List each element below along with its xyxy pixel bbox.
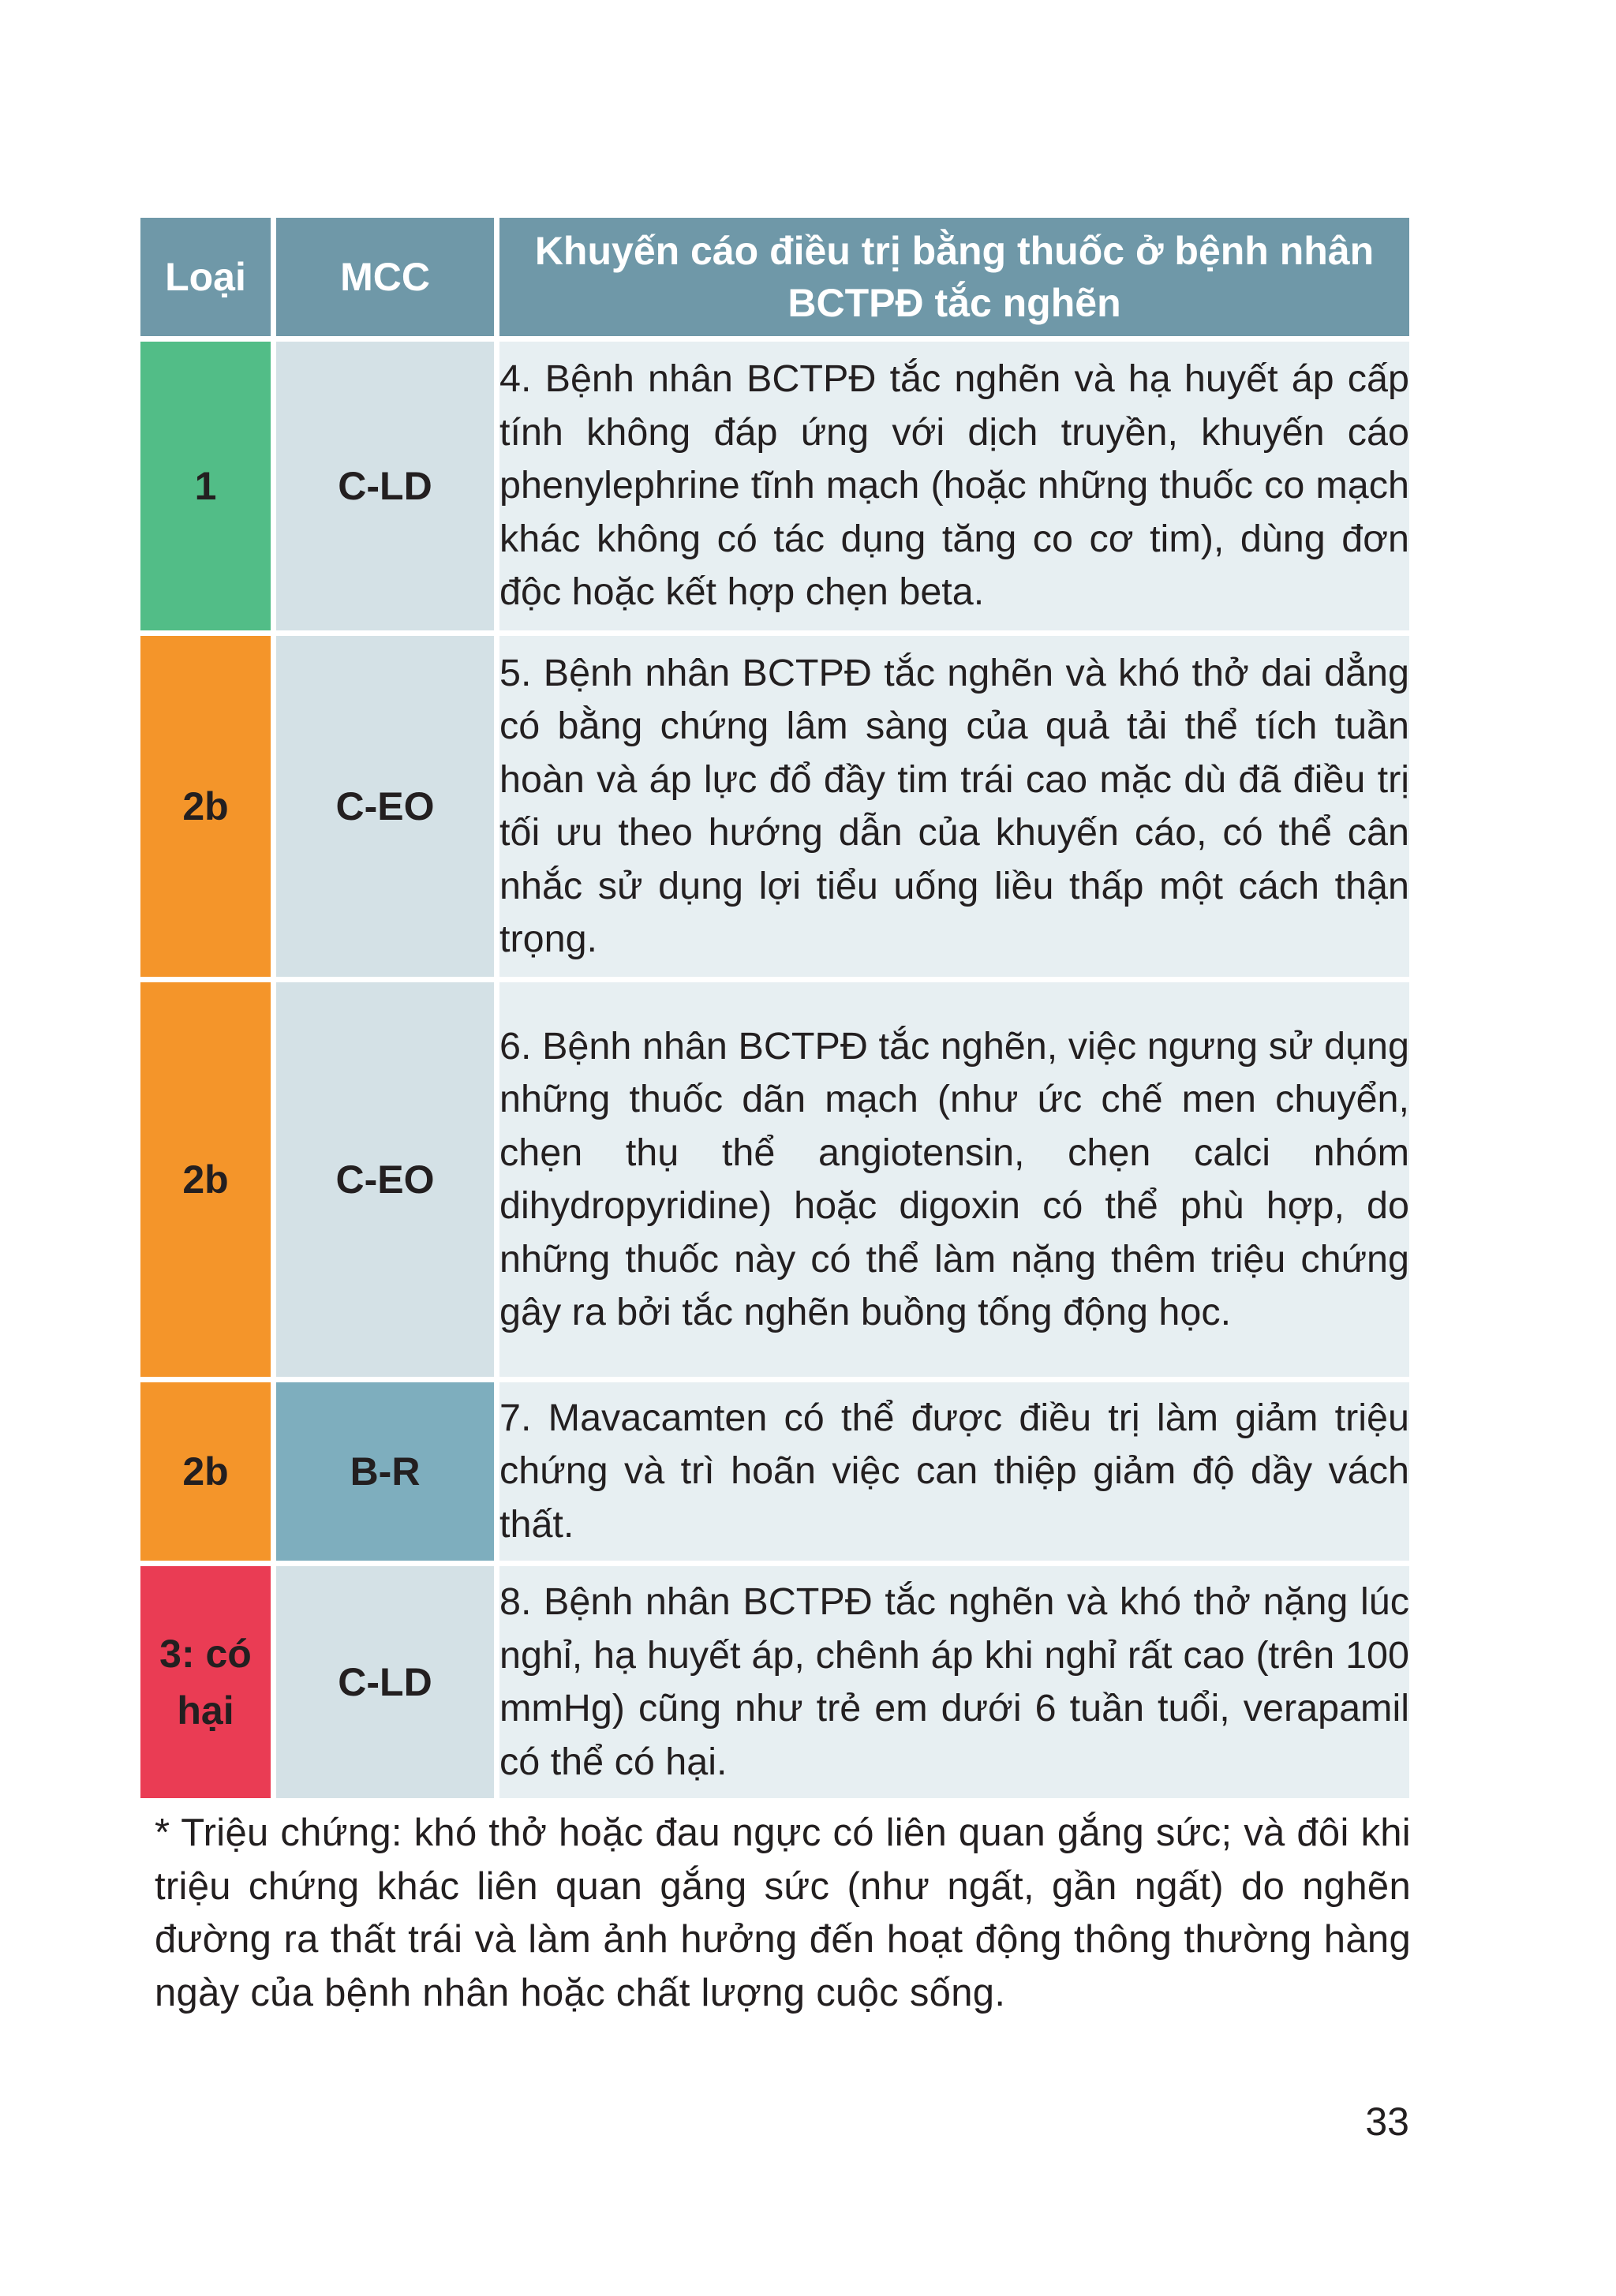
- mcc-cell: B-R: [276, 1382, 494, 1561]
- header-mcc: MCC: [276, 218, 494, 336]
- class-cell: 2b: [140, 982, 271, 1377]
- mcc-cell: C-EO: [276, 636, 494, 977]
- class-cell: [140, 1566, 271, 1798]
- mcc-cell: C-EO: [276, 982, 494, 1377]
- header-recommendation: Khuyến cáo điều trị bằng thuốc ở bệnh nhân BCTPĐ tắc nghẽn: [499, 218, 1409, 336]
- recommendation-text: 4. Bệnh nhân BCTPĐ tắc nghẽn và hạ huyết áp cấp tính không đáp ứng với dịch truyền, khuyến cáo phenylephrine tĩnh mạch (hoặc những thuốc co mạch khác không có tác dụng tăng co cơ tim), dùng đơn độc hoặc kết hợp chẹn beta.: [499, 342, 1409, 630]
- recommendation-table: [135, 212, 1415, 1804]
- mcc-cell: C-LD: [276, 342, 494, 630]
- table-header-row: [140, 218, 1409, 336]
- recommendation-text: 7. Mavacamten có thể được điều trị làm giảm triệu chứng và trì hoãn việc can thiệp giảm độ dầy vách thất.: [499, 1382, 1409, 1561]
- recommendation-text: 6. Bệnh nhân BCTPĐ tắc nghẽn, việc ngưng sử dụng những thuốc dãn mạch (như ức chế men chuyển, chẹn thụ thể angiotensin, chẹn calci nhóm dihydropyridine) hoặc digoxin có thể phù hợp, do những thuốc này có thể làm nặng thêm triệu chứng gây ra bởi tắc nghẽn buồng tống động học.: [499, 982, 1409, 1377]
- recommendation-text: 5. Bệnh nhân BCTPĐ tắc nghẽn và khó thở dai dẳng có bằng chứng lâm sàng của quả tải thể tích tuần hoàn và áp lực đổ đầy tim trái cao mặc dù đã điều trị tối ưu theo hướng dẫn của khuyến cáo, có thể cân nhắc sử dụng lợi tiểu uống liều thấp một cách thận trọng.: [499, 636, 1409, 977]
- mcc-cell: C-LD: [276, 1566, 494, 1798]
- class-cell: 2b: [140, 636, 271, 977]
- table-row: [140, 982, 1409, 1377]
- recommendation-text: 8. Bệnh nhân BCTPĐ tắc nghẽn và khó thở nặng lúc nghỉ, hạ huyết áp, chênh áp khi nghỉ rất cao (trên 100 mmHg) cũng như trẻ em dưới 6 tuần tuổi, verapamil có thể có hại.: [499, 1566, 1409, 1798]
- header-loai: Loại: [140, 218, 271, 336]
- table-row: [140, 636, 1409, 977]
- table-row: [140, 1566, 1409, 1798]
- table-row: [140, 342, 1409, 630]
- class-cell: 1: [140, 342, 271, 630]
- class-cell: 2b: [140, 1382, 271, 1561]
- footnote: * Triệu chứng: khó thở hoặc đau ngực có liên quan gắng sức; và đôi khi triệu chứng khác liên quan gắng sức (như ngất, gần ngất) do nghẽn đường ra thất trái và làm ảnh hưởng đến hoạt động thông thường hàng ngày của bệnh nhân hoặc chất lượng cuộc sống.: [155, 1812, 1411, 2014]
- page-number: 33: [1365, 2100, 1409, 2144]
- class-label: 3: có hại: [159, 1632, 252, 1733]
- table-row: [140, 1382, 1409, 1561]
